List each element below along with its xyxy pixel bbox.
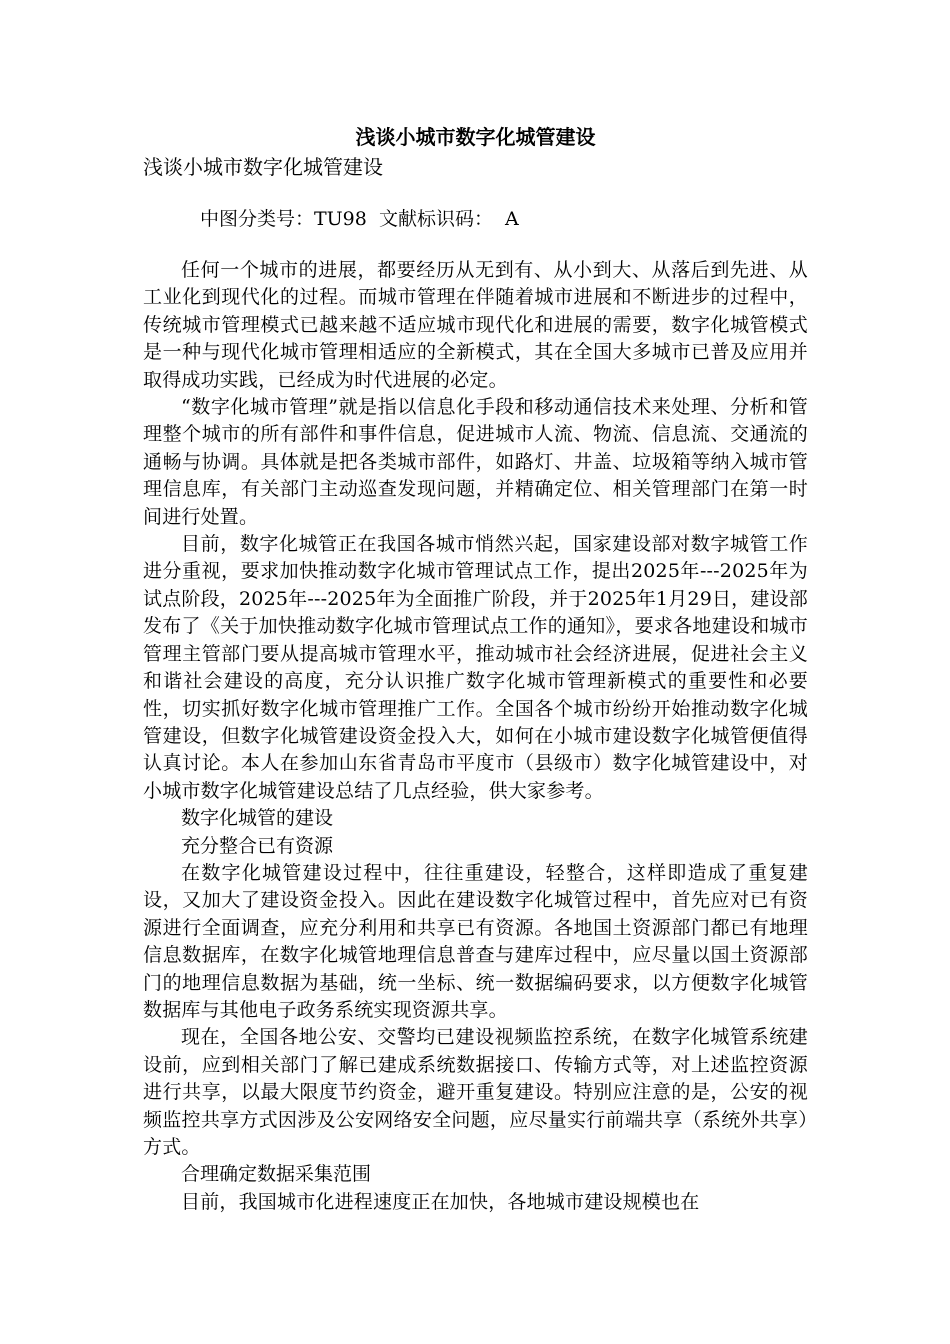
paragraph: 任何一个城市的进展，都要经历从无到有、从小到大、从落后到先进、从工业化到现代化的过程。而城市管理在伴随着城市进展和不断进步的过程中，传统城市管理模式已越来越不适应城市现代化和进展的需要，数字化城管模式是一种与现代化城市管理相适应的全新模式，其在全国大多城市已普及应用并取得成功实践，已经成为时代进展的必定。 (143, 259, 808, 391)
document-page (143, 123, 808, 1216)
section-heading: 充分整合已有资源 (181, 834, 334, 857)
document-subtitle: 浅谈小城市数字化城管建设 (143, 155, 383, 179)
classification-line: 中图分类号：TU98 文献标识码： A (200, 208, 519, 230)
document-body (143, 257, 808, 1216)
document-title: 浅谈小城市数字化城管建设 (355, 125, 596, 149)
paragraph: 在数字化城管建设过程中，往往重建设，轻整合，这样即造成了重复建设，又加大了建设资金投入。因此在建设数字化城管过程中，首先应对已有资源进行全面调查，应充分利用和共享已有资源。各地国土资源部门都已有地理信息数据库，在数字化城管地理信息普查与建库过程中，应尽量以国土资源部门的地理信息数据为基础，统一坐标、统一数据编码要求，以方便数字化城管数据库与其他电子政务系统实现资源共享。 (143, 861, 808, 1021)
section-heading: 数字化城管的建设 (181, 807, 334, 830)
paragraph: “数字化城市管理”就是指以信息化手段和移动通信技术来处理、分析和管理整个城市的所有部件和事件信息，促进城市人流、物流、信息流、交通流的通畅与协调。具体就是把各类城市部件，如路灯、井盖、垃圾箱等纳入城市管理信息库，有关部门主动巡查发现问题，并精确定位、相关管理部门在第一时间进行处置。 (143, 396, 808, 528)
section-heading: 合理确定数据采集范围 (181, 1163, 372, 1186)
paragraph: 目前，数字化城管正在我国各城市悄然兴起，国家建设部对数字城管工作进分重视，要求加快推动数字化城市管理试点工作，提出2025年---2025年为试点阶段，2025年---2025年为全面推广阶段，并于2025年1月29日，建设部发布了《关于加快推动数字化城市管理试点工作的通知》，要求各地建设和城市管理主管部门要从提高城市管理水平，推动城市社会经济进展，促进社会主义和谐社会建设的高度，充分认识推广数字化城市管理新模式的重要性和必要性，切实抓好数字化城市管理推广工作。全国各个城市纷纷开始推动数字化城管建设，但数字化城管建设资金投入大，如何在小城市建设数字化城管便值得认真讨论。本人在参加山东省青岛市平度市（县级市）数字化城管建设中，对小城市数字化城管建设总结了几点经验，供大家参考。 (143, 533, 808, 802)
paragraph: 目前，我国城市化进程速度正在加快，各地城市建设规模也在 (181, 1190, 700, 1213)
paragraph: 现在，全国各地公安、交警均已建设视频监控系统，在数字化城管系统建设前，应到相关部门了解已建成系统数据接口、传输方式等，对上述监控资源进行共享，以最大限度节约资金，避开重复建设。特别应注意的是，公安的视频监控共享方式因涉及公安网络安全问题，应尽量实行前端共享（系统外共享）方式。 (143, 1026, 808, 1158)
